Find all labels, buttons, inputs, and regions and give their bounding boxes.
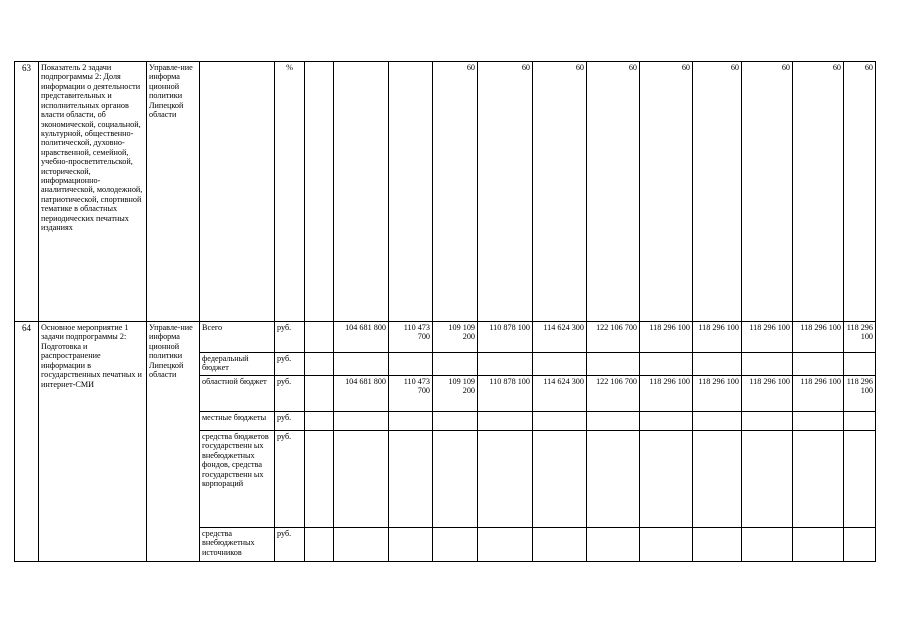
- funding-source-cell: [200, 62, 275, 322]
- value-cell: 118 296 100: [844, 322, 876, 353]
- value-cell: 118 296 100: [693, 322, 742, 353]
- value-cell: [742, 528, 793, 562]
- value-cell: 60: [742, 62, 793, 322]
- value-cell: 110 878 100: [478, 322, 533, 353]
- value-cell: [305, 62, 334, 322]
- value-cell: [478, 431, 533, 528]
- executor-cell: Управле-ние информа ционной политики Липецкой области: [147, 322, 200, 562]
- value-cell: [389, 412, 433, 431]
- value-cell: [433, 412, 478, 431]
- value-cell: 118 296 100: [640, 322, 693, 353]
- value-cell: [793, 412, 844, 431]
- value-cell: 60: [533, 62, 587, 322]
- value-cell: 122 106 700: [587, 322, 640, 353]
- value-cell: [478, 412, 533, 431]
- value-cell: 114 624 300: [533, 376, 587, 412]
- unit-cell: руб.: [275, 353, 305, 376]
- value-cell: [844, 353, 876, 376]
- value-cell: [433, 431, 478, 528]
- funding-source-cell: федеральный бюджет: [200, 353, 275, 376]
- value-cell: [334, 62, 389, 322]
- value-cell: [533, 353, 587, 376]
- row-number: 63: [15, 62, 39, 322]
- value-cell: 104 681 800: [334, 376, 389, 412]
- value-cell: [640, 528, 693, 562]
- funding-source-cell: средства внебюджетных источников: [200, 528, 275, 562]
- value-cell: [478, 353, 533, 376]
- indicator-name: Показатель 2 задачи подпрограммы 2: Доля информации о деятельности представительных и исполнительных органов власти области, об экономической, социальной, культурной, общественно-политической, духовно-нравственной, семейной, учебно-просветительской, исторической, информационно-аналитической, молодежной, патриотической, спортивной тематике в областных периодических печатных изданиях: [39, 62, 147, 322]
- value-cell: [305, 528, 334, 562]
- value-cell: [334, 431, 389, 528]
- executor-cell: Управле-ние информа ционной политики Липецкой области: [147, 62, 200, 322]
- value-cell: 60: [793, 62, 844, 322]
- unit-cell: руб.: [275, 528, 305, 562]
- funding-source-cell: Всего: [200, 322, 275, 353]
- value-cell: [693, 431, 742, 528]
- funding-source-cell: областной бюджет: [200, 376, 275, 412]
- value-cell: [844, 431, 876, 528]
- value-cell: [389, 62, 433, 322]
- value-cell: [389, 353, 433, 376]
- value-cell: [693, 528, 742, 562]
- value-cell: [587, 353, 640, 376]
- value-cell: [533, 528, 587, 562]
- value-cell: [742, 412, 793, 431]
- value-cell: 109 109 200: [433, 322, 478, 353]
- value-cell: 118 296 100: [640, 376, 693, 412]
- value-cell: 118 296 100: [793, 376, 844, 412]
- value-cell: 110 473 700: [389, 376, 433, 412]
- measure-name: Основное мероприятие 1 задачи подпрограммы 2: Подготовка и распространение информации в государственных печатных и интернет-СМИ: [39, 322, 147, 562]
- value-cell: [587, 431, 640, 528]
- value-cell: 60: [693, 62, 742, 322]
- value-cell: 60: [433, 62, 478, 322]
- value-cell: [533, 412, 587, 431]
- value-cell: [844, 412, 876, 431]
- value-cell: [433, 528, 478, 562]
- value-cell: [640, 353, 693, 376]
- value-cell: 118 296 100: [742, 322, 793, 353]
- value-cell: 110 878 100: [478, 376, 533, 412]
- value-cell: [478, 528, 533, 562]
- value-cell: 118 296 100: [844, 376, 876, 412]
- funding-source-cell: местные бюджеты: [200, 412, 275, 431]
- value-cell: [640, 431, 693, 528]
- value-cell: 122 106 700: [587, 376, 640, 412]
- value-cell: 60: [478, 62, 533, 322]
- program-table: [14, 61, 876, 562]
- table-row-64: [15, 322, 876, 353]
- value-cell: [305, 376, 334, 412]
- value-cell: 60: [587, 62, 640, 322]
- unit-cell: руб.: [275, 412, 305, 431]
- value-cell: [640, 412, 693, 431]
- value-cell: [433, 353, 478, 376]
- table-body: [15, 62, 876, 562]
- value-cell: [389, 528, 433, 562]
- value-cell: [305, 353, 334, 376]
- value-cell: 114 624 300: [533, 322, 587, 353]
- unit-cell: руб.: [275, 431, 305, 528]
- table-row-63: [15, 62, 876, 322]
- value-cell: [742, 431, 793, 528]
- value-cell: 60: [640, 62, 693, 322]
- value-cell: [305, 412, 334, 431]
- value-cell: 118 296 100: [742, 376, 793, 412]
- unit-cell: руб.: [275, 322, 305, 353]
- value-cell: [305, 431, 334, 528]
- value-cell: [742, 353, 793, 376]
- value-cell: 110 473 700: [389, 322, 433, 353]
- value-cell: [533, 431, 587, 528]
- value-cell: [844, 528, 876, 562]
- value-cell: 109 109 200: [433, 376, 478, 412]
- value-cell: 104 681 800: [334, 322, 389, 353]
- value-cell: [693, 353, 742, 376]
- value-cell: [305, 322, 334, 353]
- row-number: 64: [15, 322, 39, 562]
- unit-cell: руб.: [275, 376, 305, 412]
- unit-cell: %: [275, 62, 305, 322]
- value-cell: [587, 412, 640, 431]
- value-cell: [587, 528, 640, 562]
- value-cell: [334, 528, 389, 562]
- value-cell: 60: [844, 62, 876, 322]
- value-cell: [334, 412, 389, 431]
- value-cell: [793, 353, 844, 376]
- value-cell: 118 296 100: [793, 322, 844, 353]
- funding-source-cell: средства бюджетов государственн ых внебюджетных фондов, средства государственн ых корпораций: [200, 431, 275, 528]
- value-cell: [793, 431, 844, 528]
- value-cell: [334, 353, 389, 376]
- value-cell: [793, 528, 844, 562]
- value-cell: [693, 412, 742, 431]
- value-cell: [389, 431, 433, 528]
- value-cell: 118 296 100: [693, 376, 742, 412]
